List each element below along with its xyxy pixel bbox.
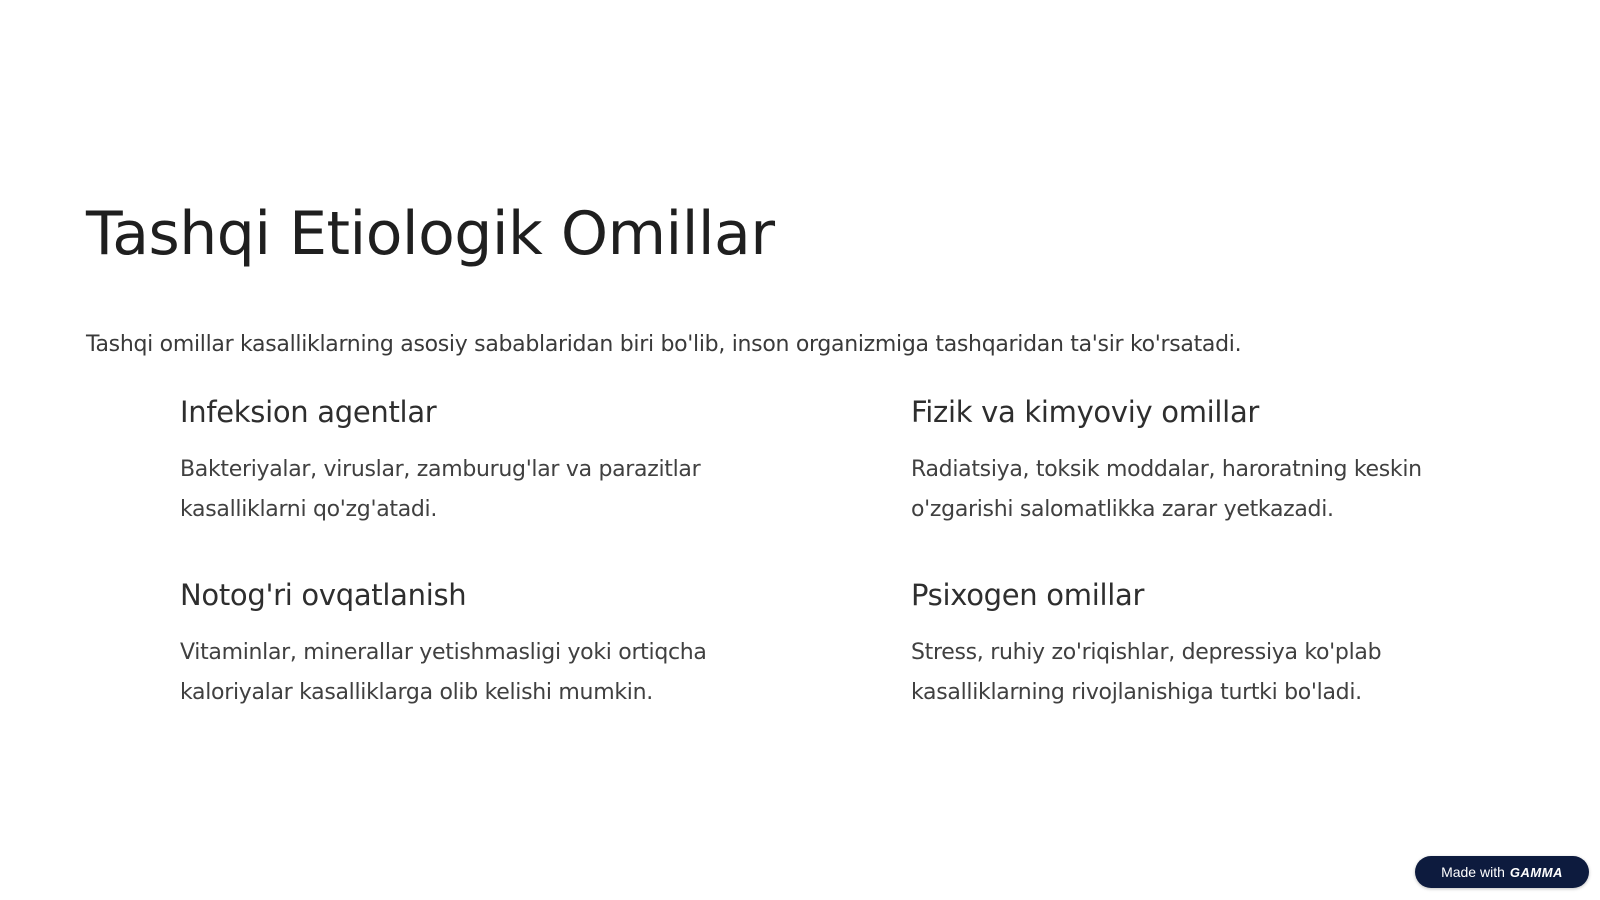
slide-intro: Tashqi omillar kasalliklarning asosiy sabablaridan biri bo'lib, inson organizmiga tashqaridan ta'sir ko'rsatadi. [86,332,1242,357]
card-heading: Psixogen omillar [911,578,1145,612]
card-text: Radiatsiya, toksik moddalar, haroratning keskin o'zgarishi salomatlikka zarar yetkazadi. [911,457,1422,522]
gamma-logo: GAMMA [1509,864,1563,880]
card-psychogenic [911,575,1511,713]
card-nutrition [180,575,780,713]
card-heading: Notog'ri ovqatlanish [180,578,467,612]
card-heading: Fizik va kimyoviy omillar [911,395,1260,429]
card-physical-chemical [911,392,1511,530]
badge-prefix: Made with [1441,864,1505,880]
slide-title: Tashqi Etiologik Omillar [86,199,775,269]
card-text: Stress, ruhiy zo'riqishlar, depressiya ko'plab kasalliklarning rivojlanishiga turtki bo'ladi. [911,640,1382,705]
card-infection-agents [180,392,780,530]
card-heading: Infeksion agentlar [180,395,437,429]
card-text: Vitaminlar, minerallar yetishmasligi yoki ortiqcha kaloriyalar kasalliklarga olib kelishi mumkin. [180,640,707,705]
card-text: Bakteriyalar, viruslar, zamburug'lar va parazitlar kasalliklarni qo'zg'atadi. [180,457,701,522]
made-with-gamma-badge[interactable] [1415,856,1589,888]
